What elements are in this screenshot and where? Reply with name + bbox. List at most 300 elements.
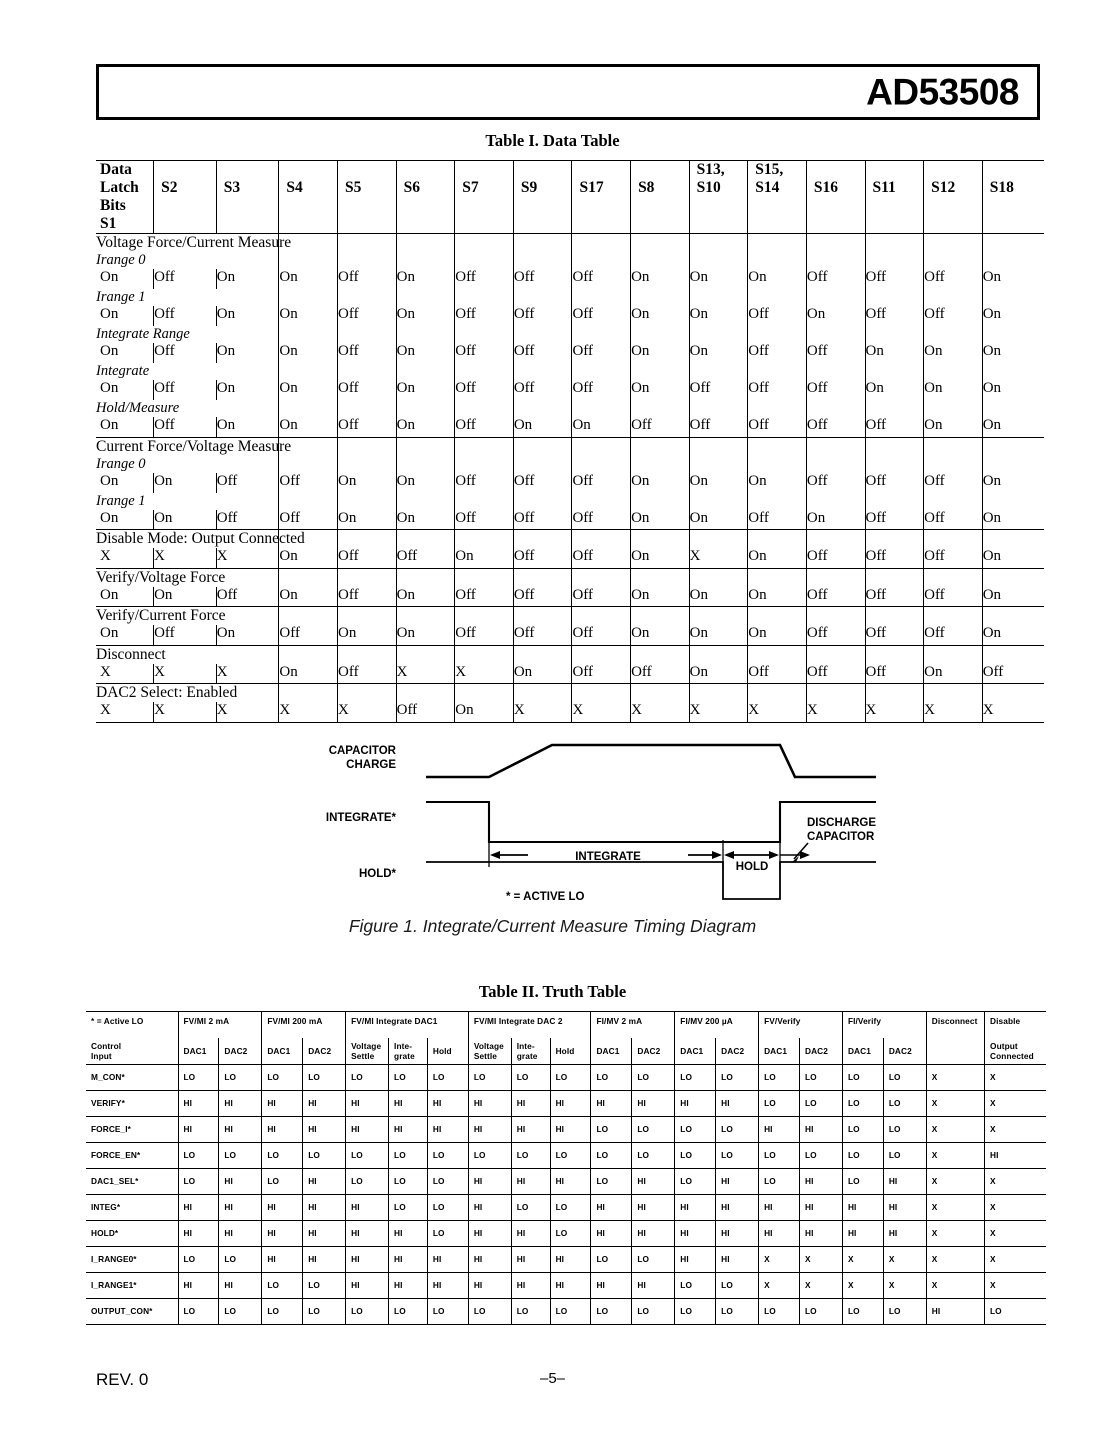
- table1-section-spacer-cell: [631, 684, 690, 703]
- table1-subsection-spacer-cell: [748, 252, 807, 269]
- table2-cell: LO: [262, 1168, 303, 1194]
- table1-cell: On: [396, 510, 455, 530]
- table1-cell: Off: [689, 380, 748, 400]
- table1-section-spacer-cell: [689, 684, 748, 703]
- table2-cell: HI: [219, 1116, 262, 1142]
- table1-section-spacer-cell: [748, 607, 807, 626]
- table1-col-header-S12: S12: [924, 161, 983, 234]
- table2-subheader: Hold: [550, 1038, 591, 1065]
- table1-subsection-spacer-cell: [689, 326, 748, 343]
- table2-cell: LO: [591, 1298, 632, 1324]
- table1-col-header-S8: S8: [631, 161, 690, 234]
- table1-section-spacer-cell: [455, 568, 514, 587]
- table1-subsection-spacer-cell: [396, 400, 455, 417]
- table1-cell: X: [806, 702, 865, 722]
- table1-section-spacer-cell: [806, 684, 865, 703]
- table1-cell: Off: [806, 380, 865, 400]
- table1-subsection-spacer-cell: [748, 289, 807, 306]
- table1-subsection-spacer-cell: [924, 400, 983, 417]
- table2-cell: X: [926, 1272, 984, 1298]
- table2-cell: HI: [219, 1090, 262, 1116]
- table2-row-label: HOLD*: [86, 1220, 178, 1246]
- table1-cell: Off: [513, 625, 572, 645]
- table2-cell: HI: [632, 1272, 675, 1298]
- table2-cell: HI: [985, 1142, 1046, 1168]
- table1-cell: Off: [216, 587, 279, 607]
- table2-cell: X: [926, 1246, 984, 1272]
- table2-cell: HI: [389, 1090, 428, 1116]
- table1-cell: Off: [338, 417, 397, 437]
- table2-cell: LO: [262, 1272, 303, 1298]
- table1-subsection-spacer-cell: [338, 400, 397, 417]
- table2-cell: LO: [427, 1298, 468, 1324]
- table1-section-title: Voltage Force/Current Measure: [96, 234, 292, 251]
- table2-cell: HI: [675, 1220, 716, 1246]
- table2-cell: LO: [303, 1142, 346, 1168]
- table2-row-label: FORCE_I*: [86, 1116, 178, 1142]
- table1-section-spacer-cell: [631, 607, 690, 626]
- table2-cell: HI: [262, 1194, 303, 1220]
- table1-cell: On: [689, 343, 748, 363]
- table1-container: [96, 160, 1044, 723]
- table1-section-spacer-cell: [748, 437, 807, 456]
- table1-section-spacer-cell: [865, 607, 924, 626]
- table2-row-label: INTEG*: [86, 1194, 178, 1220]
- table1-cell: Off: [572, 664, 631, 684]
- table1-cell: On: [154, 587, 217, 607]
- table1-section-spacer-cell: [572, 530, 631, 549]
- table1-cell: On: [279, 548, 338, 568]
- table2-subheader: Voltage Settle: [468, 1038, 511, 1065]
- table1-cell: On: [216, 625, 279, 645]
- table1-cell: On: [279, 417, 338, 437]
- table2-corner-label: * = Active LO: [86, 1012, 178, 1038]
- table2-subheader: DAC2: [219, 1038, 262, 1065]
- table2-cell: LO: [591, 1116, 632, 1142]
- table1-cell: X: [865, 702, 924, 722]
- table2-cell: HI: [389, 1272, 428, 1298]
- table1-section-spacer-cell: [806, 645, 865, 664]
- table2-cell: LO: [716, 1116, 759, 1142]
- capacitor-charge-label-line1: CAPACITOR: [328, 745, 396, 757]
- table1-cell: On: [455, 548, 514, 568]
- table2-cell: LO: [799, 1142, 842, 1168]
- table2-cell: LO: [675, 1298, 716, 1324]
- table2-cell: HI: [303, 1220, 346, 1246]
- table1-subsection-spacer-cell: [982, 400, 1044, 417]
- table1-cell: On: [924, 417, 983, 437]
- table2-cell: HI: [716, 1194, 759, 1220]
- table1-col-header-S7: S7: [455, 161, 514, 234]
- table1-cell: On: [924, 380, 983, 400]
- table2-group-header: FI/MV 2 mA: [591, 1012, 675, 1038]
- table2-group-header: FV/Verify: [759, 1012, 843, 1038]
- table1-cell: On: [396, 625, 455, 645]
- table1-cell: Off: [279, 625, 338, 645]
- table1-cell: On: [154, 473, 217, 493]
- table1-section-title: Current Force/Voltage Measure: [96, 437, 292, 455]
- table1-cell: On: [100, 472, 119, 489]
- table1-section-spacer-cell: [924, 684, 983, 703]
- table2-cell: HI: [178, 1194, 219, 1220]
- table1-cell: On: [631, 343, 690, 363]
- table1-cell: Off: [748, 343, 807, 363]
- table1-section-spacer-cell: [806, 607, 865, 626]
- table1-section-spacer-cell: [689, 607, 748, 626]
- table1-col-header-S9: S9: [513, 161, 572, 234]
- table1-cell: Off: [396, 702, 455, 722]
- table2-cell: X: [985, 1272, 1046, 1298]
- table2-cell: HI: [511, 1272, 550, 1298]
- table1-subsection-spacer-cell: [806, 493, 865, 510]
- table1-subsection-spacer-cell: [455, 400, 514, 417]
- table2-cell: HI: [550, 1246, 591, 1272]
- table1-col-header-S1: Data Latch Bits S1: [96, 161, 154, 234]
- table2-row: [86, 1194, 1046, 1220]
- table1-subsection-spacer-cell: [396, 289, 455, 306]
- table2-cell: LO: [468, 1142, 511, 1168]
- table1-cell: Off: [572, 269, 631, 289]
- table2-cell: LO: [303, 1272, 346, 1298]
- table2-cell: HI: [303, 1246, 346, 1272]
- table1-row: [96, 473, 1044, 493]
- table1-cell: On: [338, 510, 397, 530]
- table1-cell: Off: [154, 343, 217, 363]
- table1-section-spacer-cell: [982, 607, 1044, 626]
- table1-cell: On: [279, 587, 338, 607]
- table1-subsection-spacer-cell: [572, 456, 631, 473]
- table1-cell: On: [689, 306, 748, 326]
- table1-subsection-spacer-cell: [689, 400, 748, 417]
- table1-cell: On: [631, 380, 690, 400]
- table1-subsection-spacer-cell: [865, 252, 924, 269]
- table2-subheader: DAC1: [262, 1038, 303, 1065]
- table2-cell: LO: [591, 1064, 632, 1090]
- table1-cell: Off: [154, 417, 217, 437]
- table2-row: [86, 1090, 1046, 1116]
- table2-cell: HI: [799, 1194, 842, 1220]
- capacitor-charge-label-line2: CHARGE: [346, 759, 396, 771]
- table1-cell: On: [279, 269, 338, 289]
- table1-subsection-spacer-cell: [338, 363, 397, 380]
- table2-cell: X: [985, 1168, 1046, 1194]
- table2-cell: LO: [591, 1168, 632, 1194]
- table1-section-spacer-cell: [689, 234, 748, 253]
- table2-cell: LO: [759, 1064, 800, 1090]
- table1-cell: On: [338, 625, 397, 645]
- table2-cell: LO: [842, 1116, 883, 1142]
- table1-subsection-spacer-cell: [279, 252, 338, 269]
- table1-subsection-spacer-cell: [513, 400, 572, 417]
- table2-subheader: DAC2: [716, 1038, 759, 1065]
- table1-cell: X: [924, 702, 983, 722]
- table1-subsection-spacer-cell: [806, 326, 865, 343]
- table1-section-title: Verify/Current Force: [96, 607, 226, 624]
- table2-subheader: Hold: [427, 1038, 468, 1065]
- table1-subsection-spacer-cell: [572, 400, 631, 417]
- table1-cell: Off: [924, 625, 983, 645]
- table2-cell: HI: [632, 1168, 675, 1194]
- table2-cell: HI: [550, 1116, 591, 1142]
- table1-subsection-spacer-cell: [865, 326, 924, 343]
- table1-subsection-spacer-cell: [806, 363, 865, 380]
- table2-cell: HI: [468, 1168, 511, 1194]
- table1-cell: On: [396, 473, 455, 493]
- table1-cell: On: [865, 343, 924, 363]
- table1-subsection-spacer-cell: [806, 456, 865, 473]
- table2-cell: HI: [427, 1272, 468, 1298]
- table1-cell: On: [96, 625, 154, 645]
- discharge-span-arrow: [800, 851, 810, 859]
- table2-cell: LO: [799, 1090, 842, 1116]
- table1-subsection-spacer-cell: [924, 456, 983, 473]
- table2-cell: LO: [759, 1142, 800, 1168]
- table1-cell: Off: [513, 343, 572, 363]
- table2-cell: X: [842, 1272, 883, 1298]
- table2-cell: HI: [468, 1220, 511, 1246]
- table2-cell: HI: [219, 1168, 262, 1194]
- table2-cell: LO: [550, 1194, 591, 1220]
- table1-cell: On: [806, 306, 865, 326]
- table2-cell: HI: [346, 1246, 389, 1272]
- table2-cell: LO: [427, 1064, 468, 1090]
- table1-subsection-spacer-cell: [455, 252, 514, 269]
- table2-cell: LO: [632, 1246, 675, 1272]
- table1-cell: X: [396, 664, 455, 684]
- table1-cell: On: [689, 510, 748, 530]
- table1-cell: Off: [455, 625, 514, 645]
- table1-subsection-spacer-cell: [631, 363, 690, 380]
- table1-row: [96, 269, 1044, 289]
- table2-cell: HI: [262, 1116, 303, 1142]
- table1-cell: X: [96, 664, 154, 684]
- table2-container: [86, 1011, 1046, 1325]
- table1-cell: Off: [396, 548, 455, 568]
- table1-subsection-spacer-cell: [982, 493, 1044, 510]
- table1-subsection-spacer-cell: [806, 252, 865, 269]
- table2-caption: Table II. Truth Table: [478, 982, 627, 1001]
- table1-cell: Off: [748, 510, 807, 530]
- table1-cell: Off: [513, 548, 572, 568]
- table1-cell: Off: [572, 510, 631, 530]
- table1-section-spacer-cell: [982, 437, 1044, 456]
- table2-cell: LO: [591, 1246, 632, 1272]
- table1-section-spacer-cell: [338, 684, 397, 703]
- table2-cell: LO: [716, 1272, 759, 1298]
- table1-subsection-spacer-cell: [338, 456, 397, 473]
- table1-subsection-spacer-cell: [689, 456, 748, 473]
- table1-subsection-spacer-cell: [689, 289, 748, 306]
- table1-section-spacer-cell: [513, 645, 572, 664]
- table1-cell: Off: [572, 380, 631, 400]
- table1-cell: On: [338, 473, 397, 493]
- table1-cell: X: [748, 702, 807, 722]
- table1-subsection-spacer-cell: [748, 493, 807, 510]
- table2-cell: HI: [799, 1220, 842, 1246]
- table2-cell: HI: [468, 1194, 511, 1220]
- table2-cell: X: [926, 1220, 984, 1246]
- hold-span-label: HOLD: [735, 861, 769, 873]
- table1-subsection-spacer-cell: [689, 252, 748, 269]
- table1-cell: Off: [513, 306, 572, 326]
- integrate-span-arrow-left: [490, 851, 500, 859]
- table2-cell: LO: [262, 1064, 303, 1090]
- table1-cell: Off: [924, 548, 983, 568]
- table1-subsection-spacer-cell: [396, 252, 455, 269]
- table1-section-spacer-cell: [924, 530, 983, 549]
- table1-section-spacer-cell: [338, 568, 397, 587]
- table1-section-spacer-cell: [806, 568, 865, 587]
- table1-section-spacer-cell: [748, 530, 807, 549]
- table1-cell: On: [396, 417, 455, 437]
- table1-cell: On: [982, 306, 1044, 326]
- table2-cell: LO: [550, 1064, 591, 1090]
- table1-section-spacer-cell: [631, 645, 690, 664]
- table2-cell: LO: [178, 1298, 219, 1324]
- table2-subheader: Inte- grate: [389, 1038, 428, 1065]
- table1-cell: X: [338, 702, 397, 722]
- table1-subsection-spacer-cell: [748, 326, 807, 343]
- table1-subsection-spacer-cell: [689, 493, 748, 510]
- table2-cell: LO: [716, 1298, 759, 1324]
- table1-cell: On: [982, 587, 1044, 607]
- table1-col-header-S17: S17: [572, 161, 631, 234]
- table1-section-spacer-cell: [748, 645, 807, 664]
- table1-cell: X: [631, 702, 690, 722]
- table2-cell: HI: [511, 1168, 550, 1194]
- table1-subsection-spacer-cell: [455, 493, 514, 510]
- table2-cell: LO: [262, 1298, 303, 1324]
- table1-cell: Off: [572, 473, 631, 493]
- table1-subsection-spacer-cell: [924, 493, 983, 510]
- table2-cell: LO: [632, 1298, 675, 1324]
- table1-subsection-spacer-cell: [279, 456, 338, 473]
- table1-cell: Off: [572, 343, 631, 363]
- table2-cell: LO: [346, 1168, 389, 1194]
- table2-cell: X: [985, 1220, 1046, 1246]
- table2-cell: HI: [389, 1246, 428, 1272]
- table1-section-spacer-cell: [631, 437, 690, 456]
- table1-cell: On: [748, 269, 807, 289]
- table1-subsection-spacer-cell: [748, 400, 807, 417]
- table1-cell: Off: [748, 664, 807, 684]
- table1-col-header-S16: S16: [806, 161, 865, 234]
- table1-subsection-spacer-cell: [865, 493, 924, 510]
- table2-cell: LO: [178, 1064, 219, 1090]
- table2-cell: HI: [799, 1116, 842, 1142]
- figure1-caption: Figure 1. Integrate/Current Measure Timing Diagram: [348, 916, 757, 936]
- table1-cell: On: [631, 473, 690, 493]
- table1-cell: On: [154, 510, 217, 530]
- table1-cell: Off: [455, 473, 514, 493]
- table1-cell: X: [154, 548, 217, 568]
- table1-subsection-spacer-cell: [279, 326, 338, 343]
- table1-section-spacer-cell: [689, 437, 748, 456]
- table1-section-spacer-cell: [396, 568, 455, 587]
- table2-cell: LO: [219, 1298, 262, 1324]
- table2-cell: LO: [842, 1168, 883, 1194]
- table1-cell: On: [631, 625, 690, 645]
- table1-cell: Off: [631, 664, 690, 684]
- table1-cell: Off: [154, 269, 217, 289]
- table1-subsection-label-row: [96, 363, 1044, 380]
- table2-row-label: FORCE_EN*: [86, 1142, 178, 1168]
- table1-cell: Off: [455, 306, 514, 326]
- table1-caption: Table I. Data Table: [485, 131, 620, 150]
- table2-subheader: [926, 1038, 984, 1065]
- table1-section-spacer-cell: [689, 645, 748, 664]
- table2-cell: LO: [389, 1168, 428, 1194]
- table2-cell: HI: [303, 1168, 346, 1194]
- table2-cell: LO: [346, 1142, 389, 1168]
- table1-section-spacer-cell: [455, 684, 514, 703]
- table2-cell: HI: [591, 1272, 632, 1298]
- capacitor-charge-waveform: [426, 745, 876, 777]
- table1-section-spacer-cell: [924, 607, 983, 626]
- table2-subheader: Output Connected: [985, 1038, 1046, 1065]
- table1-cell: X: [279, 702, 338, 722]
- table1-col-header-S14: S15, S14: [748, 161, 807, 234]
- table2-cell: HI: [799, 1168, 842, 1194]
- table2-group-header: FI/Verify: [842, 1012, 926, 1038]
- table1-section-spacer-cell: [279, 684, 338, 703]
- data-latch-bits-label: Data Latch Bits: [100, 161, 139, 214]
- table1-subsection-label-row: [96, 456, 1044, 473]
- table1-cell: X: [982, 702, 1044, 722]
- table2-cell: HI: [511, 1090, 550, 1116]
- table2-cell: HI: [468, 1246, 511, 1272]
- table1-section-spacer-cell: [338, 234, 397, 253]
- table2-cell: HI: [716, 1220, 759, 1246]
- table1-section-spacer-cell: [689, 530, 748, 549]
- table1-cell: Off: [455, 343, 514, 363]
- table1-cell: X: [572, 702, 631, 722]
- table1-subsection-spacer-cell: [806, 289, 865, 306]
- table1-section-spacer-cell: [279, 568, 338, 587]
- table1-cell: Off: [924, 473, 983, 493]
- table2-cell: HI: [262, 1220, 303, 1246]
- table2-cell: LO: [511, 1194, 550, 1220]
- table1-cell: Off: [455, 417, 514, 437]
- table1-cell: On: [982, 380, 1044, 400]
- table2-cell: X: [799, 1272, 842, 1298]
- table1-cell: Off: [513, 587, 572, 607]
- table1-section-title: Disable Mode: Output Connected: [96, 530, 305, 547]
- table1-cell: Off: [806, 473, 865, 493]
- table1-section-spacer-cell: [455, 607, 514, 626]
- table1-row: [96, 510, 1044, 530]
- table1-cell: Off: [806, 587, 865, 607]
- table1-cell: On: [216, 417, 279, 437]
- table2-row-label: DAC1_SEL*: [86, 1168, 178, 1194]
- integrate-span-arrow-right: [712, 851, 722, 859]
- table1-cell: Off: [865, 306, 924, 326]
- table2-group-header: FV/MI Integrate DAC 2: [468, 1012, 591, 1038]
- table1-cell: On: [279, 306, 338, 326]
- table1-cell: X: [96, 548, 154, 568]
- table2-cell: HI: [511, 1246, 550, 1272]
- table2-cell: HI: [262, 1246, 303, 1272]
- table1-cell: On: [689, 664, 748, 684]
- table1-cell: On: [924, 664, 983, 684]
- table1-cell: Off: [865, 548, 924, 568]
- table2-cell: X: [759, 1272, 800, 1298]
- table2-cell: HI: [303, 1116, 346, 1142]
- table1-cell: X: [216, 702, 279, 722]
- table1-cell: Off: [338, 587, 397, 607]
- table2-cell: LO: [759, 1298, 800, 1324]
- table2-cell: HI: [926, 1298, 984, 1324]
